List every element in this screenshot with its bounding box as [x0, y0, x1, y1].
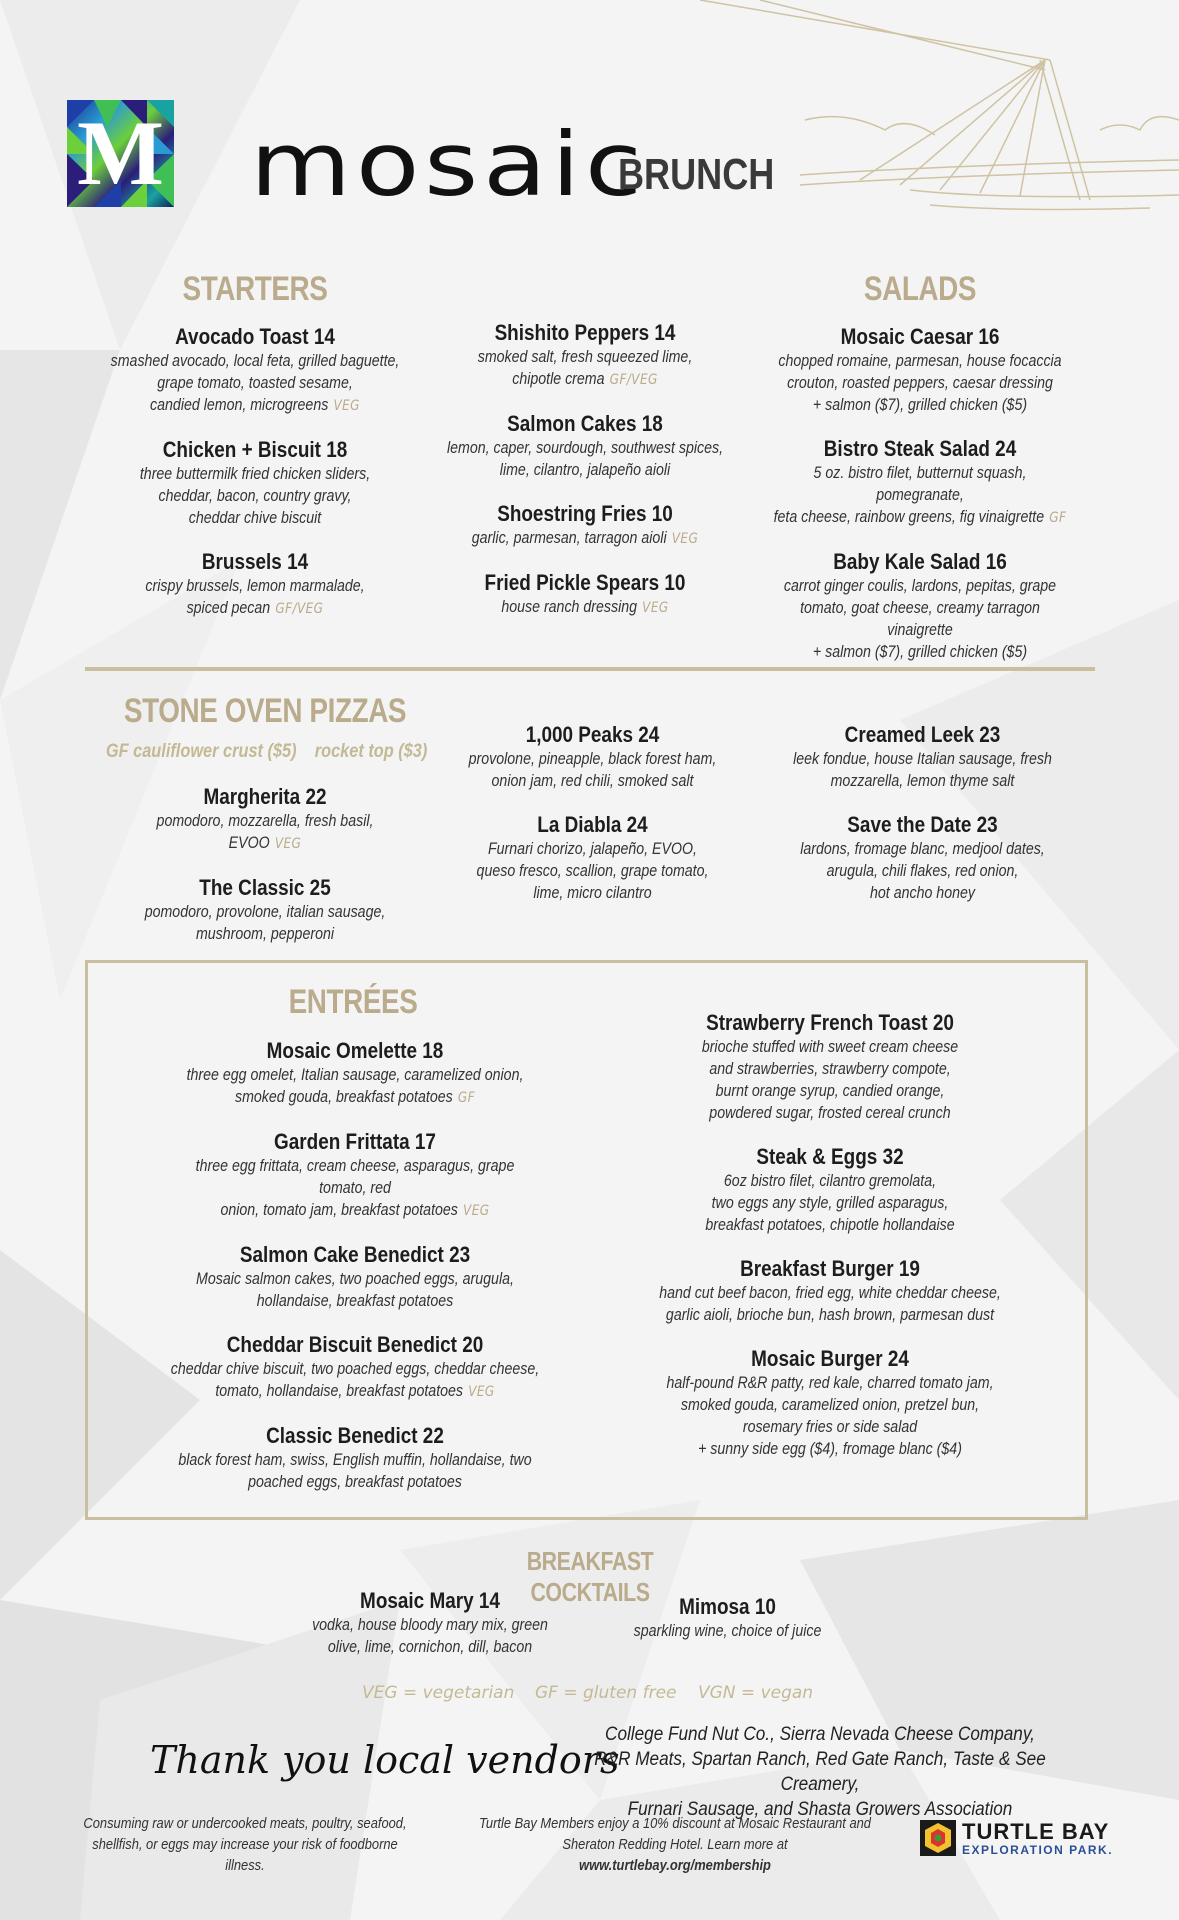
description-line: chopped romaine, parmesan, house focaccia [778, 352, 1062, 370]
description-line: cheddar, bacon, country gravy, [158, 487, 352, 505]
description-line: queso fresco, scallion, grape tomato, [476, 862, 709, 880]
menu-item-baby-kale-salad [745, 549, 1095, 663]
menu-item-mimosa [575, 1594, 880, 1642]
mosaic-logo [67, 100, 174, 207]
menu-item-description [444, 748, 741, 792]
description-line: smoked gouda, caramelized onion, pretzel bun, [680, 1396, 980, 1414]
description-line: onion, tomato jam, breakfast potatoes [220, 1201, 458, 1219]
menu-item-name: Margherita 22 [203, 784, 327, 809]
menu-item-steak-eggs [620, 1144, 1040, 1236]
menu-item-name: Chicken + Biscuit 18 [162, 437, 348, 462]
logo-letter: M [77, 102, 164, 204]
vendors-line: Furnari Sausage, and Shasta Growers Association [627, 1798, 1013, 1820]
starters-list [85, 324, 425, 620]
menu-item-name: Steak & Eggs 32 [756, 1144, 904, 1169]
menu-item-description [778, 748, 1066, 792]
description-line: grape tomato, toasted sesame, [157, 374, 353, 392]
menu-item-description [596, 1620, 858, 1642]
turtle-bay-logo-icon [920, 1820, 956, 1856]
menu-item-mosaic-omelette [140, 1038, 570, 1109]
description-line: garlic aioli, brioche bun, hash brown, parmesan dust [665, 1306, 995, 1324]
menu-item-description [109, 575, 401, 620]
description-line: and strawberries, strawberry compote, [709, 1060, 951, 1078]
menu-item-save-the-date [755, 812, 1090, 904]
warning-line: Consuming raw or undercooked meats, poultry, seafood, [83, 1815, 407, 1832]
menu-item-description [770, 350, 1071, 416]
description-line: Mosaic salmon cakes, two poached eggs, arugula, [196, 1270, 514, 1288]
description-line: smashed avocado, local feta, grilled baguette, [110, 352, 400, 370]
starters-mid-list [415, 320, 755, 619]
membership-link[interactable]: www.turtlebay.org/membership [579, 1857, 771, 1874]
menu-item-mosaic-burger [620, 1346, 1040, 1460]
membership-text: Sheraton Redding Hotel. Learn more at [562, 1836, 788, 1853]
description-line: two eggs any style, grilled asparagus, [711, 1194, 949, 1212]
menu-item-name: Mosaic Caesar 16 [840, 324, 1000, 349]
thank-you-heading: Thank you local vendors [150, 1738, 620, 1782]
description-line: smoked salt, fresh squeezed lime, [477, 348, 693, 366]
vendors-list [591, 1722, 1049, 1822]
diet-tag: GF/VEG [609, 372, 658, 388]
description-line: + salmon ($7), grilled chicken ($5) [812, 643, 1028, 661]
menu-item-description [170, 1449, 540, 1493]
entrees-right-list [620, 1010, 1040, 1460]
pizzas-mid-list [420, 722, 765, 904]
description-line: + sunny side egg ($4), fromage blanc ($4) [698, 1440, 962, 1458]
description-line: lime, cilantro, jalapeño aioli [499, 461, 671, 479]
description-line: garlic, parmesan, tarragon aioli [471, 529, 667, 547]
turtle-bay-sub: EXPLORATION PARK. [962, 1843, 1114, 1857]
menu-item-description [649, 1036, 1010, 1124]
description-line: lemon, caper, sourdough, southwest spices, [446, 439, 724, 457]
description-line: tomato, goat cheese, creamy tarragon vinaigrette [800, 599, 1040, 639]
menu-item-shishito-peppers [415, 320, 755, 391]
description-line: sparkling wine, choice of juice [633, 1622, 822, 1640]
salads-title: SALADS [863, 270, 977, 308]
description-line: poached eggs, breakfast potatoes [248, 1473, 462, 1491]
menu-item-description [109, 463, 401, 529]
description-line: hand cut beef bacon, fried egg, white cheddar cheese, [659, 1284, 1001, 1302]
menu-item-the-classic [95, 875, 435, 945]
menu-item-name: Garden Frittata 17 [274, 1129, 436, 1154]
membership-note [477, 1813, 873, 1876]
description-line: 6oz bistro filet, cilantro gremolata, [723, 1172, 937, 1190]
turtle-bay-name: TURTLE BAY [962, 1819, 1110, 1844]
menu-item-description [170, 1358, 540, 1403]
description-line: Furnari chorizo, jalapeño, EVOO, [487, 840, 698, 858]
menu-item-la-diabla [420, 812, 765, 904]
menu-item-name: Creamed Leek 23 [844, 722, 1001, 747]
description-line: mozzarella, lemon thyme salt [830, 772, 1015, 790]
menu-item-name: Classic Benedict 22 [266, 1423, 444, 1448]
description-line: rosemary fries or side salad [742, 1418, 918, 1436]
description-line: carrot ginger coulis, lardons, pepitas, grape [783, 577, 1057, 595]
menu-item-name: Bistro Steak Salad 24 [823, 436, 1017, 461]
menu-item-name: Salmon Cake Benedict 23 [239, 1242, 471, 1267]
membership-line: Turtle Bay Members enjoy a 10% discount at Mosaic Restaurant and [479, 1815, 871, 1832]
description-line: cheddar chive biscuit, two poached eggs, cheddar cheese, [170, 1360, 540, 1378]
menu-item-name: Shoestring Fries 10 [497, 501, 673, 526]
description-line: spiced pecan [186, 599, 271, 617]
food-safety-warning [82, 1813, 409, 1876]
menu-item-fried-pickle-spears [415, 570, 755, 619]
description-line: black forest ham, swiss, English muffin, hollandaise, two [178, 1451, 532, 1469]
entrees-title: ENTRÉES [288, 983, 418, 1021]
menu-item-classic-benedict [140, 1423, 570, 1493]
description-line: three egg frittata, cream cheese, asparagus, grape tomato, red [195, 1157, 515, 1197]
diet-tag: GF [457, 1090, 475, 1106]
menu-item-description [444, 838, 741, 904]
menu-item-mosaic-caesar [745, 324, 1095, 416]
menu-item-name: 1,000 Peaks 24 [525, 722, 660, 747]
menu-item-name: The Classic 25 [199, 875, 331, 900]
menu-item-description [288, 1614, 572, 1658]
menu-item-name: Strawberry French Toast 20 [706, 1010, 954, 1035]
menu-item-salmon-cake-benedict [140, 1242, 570, 1312]
description-line: hollandaise, breakfast potatoes [256, 1292, 454, 1310]
description-line: arugula, chili flakes, red onion, [826, 862, 1019, 880]
description-line: pomodoro, provolone, italian sausage, [144, 903, 386, 921]
description-line: breakfast potatoes, chipotle hollandaise [705, 1216, 955, 1234]
menu-type: BRUNCH [618, 150, 775, 199]
diet-tag: VEG [642, 600, 669, 616]
menu-item-name: Avocado Toast 14 [175, 324, 335, 349]
menu-item-name: Breakfast Burger 19 [740, 1256, 920, 1281]
description-line: hot ancho honey [870, 884, 975, 902]
description-line: three buttermilk fried chicken sliders, [139, 465, 371, 483]
menu-item-strawberry-french-toast [620, 1010, 1040, 1124]
description-line: candied lemon, microgreens [150, 396, 329, 414]
menu-item-salmon-cakes [415, 411, 755, 481]
description-line: powdered sugar, frosted cereal crunch [709, 1104, 951, 1122]
description-line: crouton, roasted peppers, caesar dressing [787, 374, 1053, 392]
turtle-bay-wordmark [962, 1821, 1113, 1857]
description-line: feta cheese, rainbow greens, fig vinaigrette [773, 508, 1045, 526]
description-line: leek fondue, house Italian sausage, fresh [793, 750, 1052, 768]
vendors-line: R&R Meats, Spartan Ranch, Red Gate Ranch, Taste & See Creamery, [594, 1748, 1046, 1795]
description-line: burnt orange syrup, candied orange, [715, 1082, 945, 1100]
pizzas-right-list [755, 722, 1090, 904]
brand-name: mosaic [250, 113, 647, 216]
description-line: lardons, fromage blanc, medjool dates, [800, 840, 1045, 858]
menu-item-description [770, 575, 1071, 663]
legend-vgn: VGN = vegan [698, 1683, 814, 1703]
menu-item-description [439, 437, 731, 481]
menu-item-description [770, 462, 1071, 529]
menu-item-breakfast-burger [620, 1256, 1040, 1326]
menu-item-peaks [420, 722, 765, 792]
description-line: olive, lime, cornichon, dill, bacon [327, 1638, 533, 1656]
description-line: smoked gouda, breakfast potatoes [234, 1088, 453, 1106]
salads-list [745, 324, 1095, 663]
menu-item-name: Shishito Peppers 14 [494, 320, 676, 345]
pizzas-title: STONE OVEN PIZZAS [123, 692, 407, 730]
menu-item-garden-frittata [140, 1129, 570, 1222]
menu-item-description [109, 350, 401, 417]
warning-line: shellfish, or eggs may increase your risk of foodborne illness. [92, 1836, 398, 1874]
menu-item-description [170, 1268, 540, 1312]
entrees-left-list [140, 1038, 570, 1493]
menu-item-chicken-biscuit [85, 437, 425, 529]
menu-item-bistro-steak-salad [745, 436, 1095, 529]
legend-veg: VEG = vegetarian [362, 1683, 515, 1703]
menu-item-description [649, 1372, 1010, 1460]
diet-tag: VEG [671, 531, 699, 547]
cocktails-title: BREAKFAST COCKTAILS [526, 1546, 654, 1607]
cocktail-mimosa [575, 1594, 880, 1642]
description-line: + salmon ($7), grilled chicken ($5) [812, 396, 1028, 414]
menu-item-name: Mosaic Mary 14 [360, 1588, 500, 1613]
menu-item-shoestring-fries [415, 501, 755, 550]
menu-item-description [119, 810, 411, 855]
description-line: brioche stuffed with sweet cream cheese [701, 1038, 959, 1056]
membership-line [477, 1834, 873, 1876]
menu-item-name: Cheddar Biscuit Benedict 20 [226, 1332, 484, 1357]
diet-tag: VEG [468, 1384, 495, 1400]
description-line: tomato, hollandaise, breakfast potatoes [215, 1382, 464, 1400]
cocktail-mosaic-mary [265, 1588, 595, 1658]
menu-item-description [649, 1170, 1010, 1236]
menu-item-mosaic-mary [265, 1588, 595, 1658]
description-line: house ranch dressing [501, 598, 638, 616]
description-line: mushroom, pepperoni [195, 925, 335, 943]
menu-item-description [439, 346, 731, 391]
menu-item-name: La Diabla 24 [537, 812, 648, 837]
diet-tag: VEG [274, 836, 302, 852]
description-line: pomodoro, mozzarella, fresh basil, EVOO [156, 812, 374, 852]
diet-tag: VEG [333, 398, 360, 414]
menu-item-name: Mimosa 10 [679, 1594, 776, 1619]
diet-tag: GF/VEG [275, 601, 324, 617]
menu-item-avocado-toast [85, 324, 425, 417]
description-line: cheddar chive biscuit [188, 509, 322, 527]
description-line: lime, micro cilantro [533, 884, 652, 902]
menu-item-description [439, 527, 731, 550]
description-line: vodka, house bloody mary mix, green [312, 1616, 548, 1634]
menu-item-name: Salmon Cakes 18 [507, 411, 663, 436]
description-line: 5 oz. bistro filet, butternut squash, pomegranate, [813, 464, 1027, 504]
menu-item-creamed-leek [755, 722, 1090, 792]
menu-item-name: Brussels 14 [201, 549, 309, 574]
menu-item-name: Mosaic Burger 24 [751, 1346, 909, 1371]
menu-item-name: Baby Kale Salad 16 [833, 549, 1007, 574]
menu-item-cheddar-biscuit-benedict [140, 1332, 570, 1403]
menu-item-description [649, 1282, 1010, 1326]
vendors-line: College Fund Nut Co., Sierra Nevada Cheese Company, [605, 1723, 1035, 1745]
description-line: half-pound R&R patty, red kale, charred tomato jam, [666, 1374, 994, 1392]
diet-tag: GF [1049, 510, 1067, 526]
menu-item-brussels [85, 549, 425, 620]
description-line: onion jam, red chili, smoked salt [491, 772, 694, 790]
menu-item-description [170, 1155, 540, 1222]
description-line: crispy brussels, lemon marmalade, [145, 577, 365, 595]
menu-item-name: Mosaic Omelette 18 [266, 1038, 444, 1063]
starters-title: STARTERS [182, 270, 328, 308]
legend-gf: GF = gluten free [535, 1683, 677, 1703]
section-divider [85, 667, 1095, 671]
menu-item-description [439, 596, 731, 619]
menu-item-name: Save the Date 23 [847, 812, 998, 837]
menu-item-description [778, 838, 1066, 904]
menu-item-margherita [95, 784, 435, 855]
menu-item-name: Fried Pickle Spears 10 [484, 570, 686, 595]
menu-item-description [119, 901, 411, 945]
description-line: provolone, pineapple, black forest ham, [468, 750, 717, 768]
description-line: chipotle crema [512, 370, 605, 388]
description-line: three egg omelet, Italian sausage, caramelized onion, [186, 1066, 524, 1084]
diet-tag: VEG [463, 1203, 490, 1219]
menu-item-description [170, 1064, 540, 1109]
pizzas-left-list [95, 784, 435, 945]
pizza-options: GF cauliflower crust ($5) rocket top ($3) [105, 741, 428, 762]
